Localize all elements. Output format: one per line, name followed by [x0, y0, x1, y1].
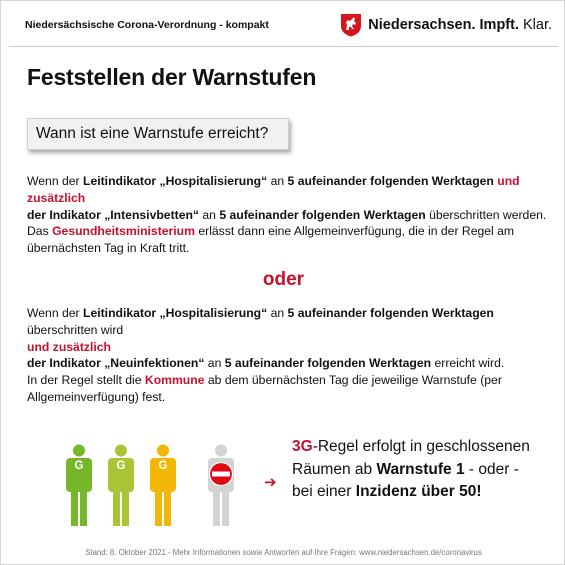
brand-name: Niedersachsen. Impft.: [368, 17, 519, 33]
person-icon: [207, 444, 235, 526]
3g-rule-text: 3G-Regel erfolgt in geschlossenen Räumen ab Warnstufe 1 - oder - bei einer Inzidenz über 50!: [292, 438, 530, 500]
vaccinated-person-figure: [65, 444, 93, 526]
figure-label: G: [74, 460, 84, 472]
blocked-person-figure: [207, 444, 235, 526]
brand-tagline: Klar.: [522, 17, 552, 33]
page-title: Feststellen der Warnstufen: [27, 64, 317, 90]
footer-note: Stand: 8. Oktober 2021 - Mehr Informationen sowie Antworten auf Ihre Fragen: www.niedersachsen.de/coronavirus: [85, 548, 482, 557]
recovered-person-figure: [107, 444, 135, 526]
header-bar: [1, 1, 565, 47]
niedersachsen-horse-logo-icon: [340, 13, 362, 37]
question-box: Wann ist eine Warnstufe erreicht?: [27, 118, 289, 150]
arrow-right-icon: ➔: [264, 474, 277, 491]
tested-person-figure: [149, 444, 177, 526]
no-entry-icon: [210, 463, 233, 486]
person-icon: [149, 444, 177, 526]
figure-label: G: [158, 460, 168, 472]
header-title: Niedersächsische Corona-Verordnung - kompakt: [25, 19, 269, 31]
oder-separator: oder: [262, 269, 305, 290]
header-divider: [9, 46, 558, 47]
condition-paragraph-1: Wenn der Leitindikator „Hospitalisierung“ an 5 aufeinander folgenden Werktagen und zusätzlich der Indikator „Intensivbetten“ an 5 aufeinander folgenden Werktagen überschritten werden. Das Gesundheitsministerium erlässt dann eine Allgemeinverfügung, die in der Regel am übernächsten Tag in Kraft tritt.: [27, 174, 547, 256]
person-icon: [65, 444, 93, 526]
condition-paragraph-2: Wenn der Leitindikator „Hospitalisierung“ an 5 aufeinander folgenden Werktagen überschritten wird und zusätzlich der Indikator „Neuinfektionen“ an 5 aufeinander folgenden Werktagen erreicht wird. In der Regel stellt die Kommune ab dem übernächsten Tag die jeweilige Warnstufe (per Allgemeinverfügung) fest.: [27, 306, 505, 404]
figure-label: G: [116, 460, 126, 472]
brand-logo: [340, 13, 552, 37]
3g-figures: [65, 444, 265, 526]
person-icon: [107, 444, 135, 526]
